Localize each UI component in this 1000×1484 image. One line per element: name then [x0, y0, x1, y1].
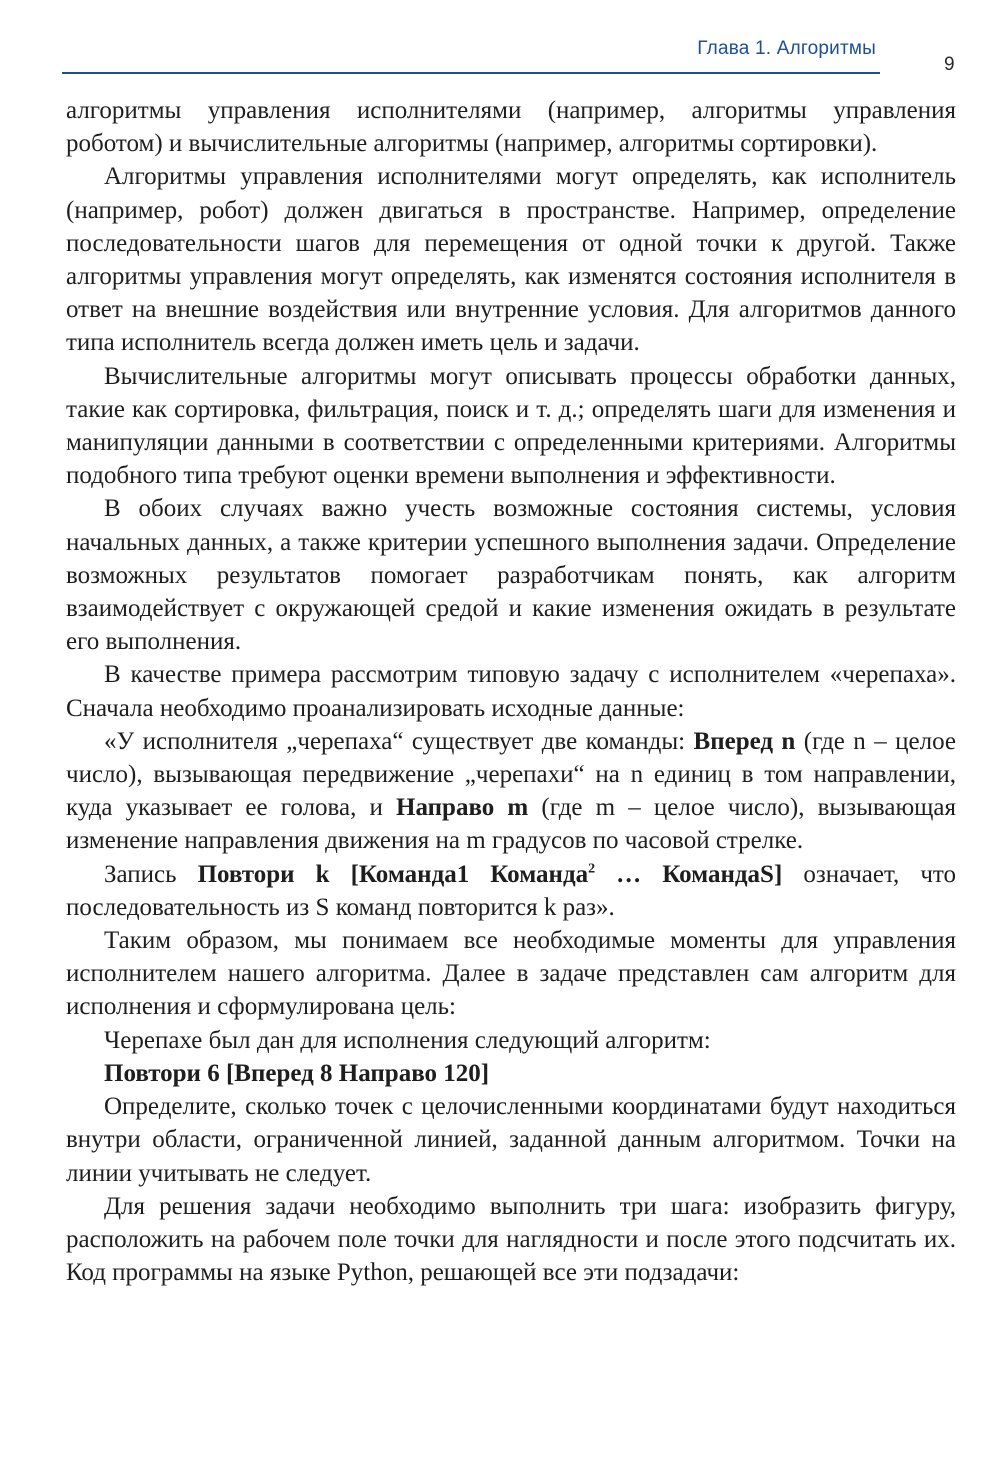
paragraph-6-task-statement	[66, 725, 956, 858]
p7-text-2: означает, что последовательность из S команд повторится k раз».	[66, 860, 956, 921]
paragraph-1: алгоритмы управления исполнителями (например, алгоритмы управления роботом) и вычислительные алгоритмы (например, алгоритмы сортировки).	[66, 97, 956, 158]
paragraph-11: Определите, сколько точек с целочисленными координатами будут находиться внутри области, ограниченной линией, заданной данным алгоритмом. Точки на линии учитывать не следует.	[66, 1093, 956, 1187]
paragraph-2: Алгоритмы управления исполнителями могут определять, как исполнитель (например, робот) должен двигаться в пространстве. Например, определение последовательности шагов для перемещения от одной точки к другой. Также алгоритмы управления могут определять, как изменятся состояния исполнителя в ответ на внешние воздействия или внутренние условия. Для алгоритмов данного типа исполнитель всегда должен иметь цель и задачи.	[66, 163, 956, 357]
paragraph-5: В качестве примера рассмотрим типовую задачу с исполнителем «черепаха». Сначала необходимо проанализировать исходные данные:	[66, 661, 956, 722]
paragraph-7-repeat-syntax	[66, 858, 956, 924]
page-number: 9	[944, 54, 955, 75]
body-text	[66, 94, 956, 1289]
command-forward: Вперед n	[693, 727, 796, 755]
p6-text-3: (где m – целое число), вызывающая изменение направления движения на m градусов по часовой стрелке.	[66, 794, 956, 855]
p6-text-1: «У исполнителя „черепаха“ существует две команды:	[104, 727, 694, 755]
paragraph-3: Вычислительные алгоритмы могут описывать процессы обработки данных, такие как сортировка, фильтрация, поиск и т. д.; определять шаги для изменения и манипуляции данными в соответствии с определенными критериями. Алгоритмы подобного типа требуют оценки времени выполнения и эффективности.	[66, 362, 956, 490]
paragraph-9: Черепахе был дан для исполнения следующий алгоритм:	[104, 1026, 711, 1054]
p7-text-1: Запись	[104, 860, 198, 888]
command-repeat-part-1: Повтори k [Команда1 Команда	[197, 860, 589, 888]
running-header	[62, 38, 880, 74]
command-right: Направо m	[396, 794, 529, 822]
algorithm-code: Повтори 6 [Вперед 8 Направо 120]	[104, 1059, 490, 1087]
chapter-title: Глава 1. Алгоритмы	[697, 38, 876, 59]
paragraph-8: Таким образом, мы понимаем все необходимые моменты для управления исполнителем нашего алгоритма. Далее в задаче представлен сам алгоритм для исполнения и сформулирована цель:	[66, 927, 956, 1021]
paragraph-12: Для решения задачи необходимо выполнить три шага: изобразить фигуру, расположить на рабочем поле точки для наглядности и после этого подсчитать их. Код программы на языке Python, решающей все эти подзадачи:	[66, 1192, 956, 1287]
command-superscript: 2	[588, 861, 596, 877]
p6-text-2: (где n – целое число), вызывающая передвижение „черепахи“ на n единиц в том направлении, куда указывает ее голова, и	[66, 727, 956, 822]
algorithm-code-line	[66, 1057, 956, 1090]
command-repeat-part-2: … КомандаS]	[595, 860, 783, 888]
paragraph-4: В обоих случаях важно учесть возможные состояния системы, условия начальных данных, а также критерии успешного выполнения задачи. Определение возможных результатов помогает разработчикам понять, как алгоритм взаимодействует с окружающей средой и какие изменения ожидать в результате его выполнения.	[66, 495, 956, 656]
